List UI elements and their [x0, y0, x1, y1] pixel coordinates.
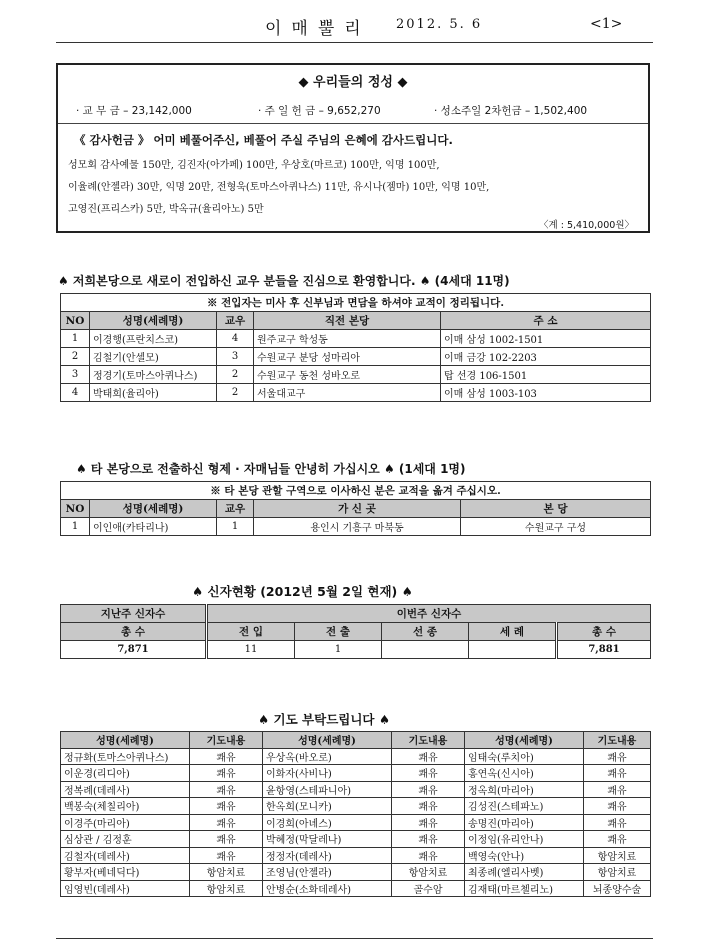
cell-request: 항암치료 [190, 880, 263, 897]
stats-col-transfer-in: 전 입 [207, 623, 295, 641]
stats-table [60, 604, 651, 659]
stats-title: ♠ 신자현황 (2012년 5월 2일 현재) ♠ [192, 584, 413, 599]
cell-request: 항암치료 [584, 864, 651, 881]
col-request: 기도내용 [392, 732, 465, 749]
cell-name: 정경기(토마스아퀴나스) [90, 366, 217, 384]
cell-name: 한옥희(모니카) [263, 798, 392, 815]
cell-request: 쾌유 [584, 765, 651, 782]
col-no: NO [61, 500, 90, 518]
prayer-table [60, 731, 651, 897]
stats-transfer-out: 1 [295, 641, 382, 659]
cell-name: 이화자(사비나) [263, 765, 392, 782]
cell-request: 쾌유 [584, 781, 651, 798]
transfers-title: ♠ 타 본당으로 전출하신 형제 · 자매님들 안녕히 가십시오 ♠ (1세대 1명) [76, 462, 466, 476]
table-row [61, 765, 651, 782]
offering-item-sunday: · 주 일 헌 금 – 9,652,270 [258, 105, 381, 117]
col-request: 기도내용 [584, 732, 651, 749]
table-row [61, 748, 651, 765]
cell-request: 쾌유 [190, 765, 263, 782]
cell-name: 이운경(리디아) [61, 765, 190, 782]
table-row [61, 384, 651, 402]
cell-name: 안병순(소화데레사) [263, 880, 392, 897]
cell-name: 송명진(마리아) [465, 814, 584, 831]
cell-request: 쾌유 [584, 814, 651, 831]
offering-title: ◆ 우리들의 정성 ◆ [298, 75, 408, 90]
footer-divider [56, 938, 653, 939]
stats-baptism [469, 641, 557, 659]
cell-name: 정정자(데레사) [263, 847, 392, 864]
page-number: <1> [590, 16, 623, 32]
newcomers-note: ※ 전입자는 미사 후 신부님과 면담을 하셔야 교적이 정리됩니다. [61, 294, 651, 312]
col-name: 성명(세례명) [90, 312, 217, 330]
col-name: 성명(세례명) [61, 732, 190, 749]
cell-request: 쾌유 [190, 781, 263, 798]
cell-request: 뇌종양수술 [584, 880, 651, 897]
prayer-title: ♠ 기도 부탁드립니다 ♠ [258, 712, 391, 727]
stats-col-baptism: 세 례 [469, 623, 557, 641]
table-row [61, 330, 651, 348]
newcomers-table [60, 293, 651, 402]
cell-name: 김철자(데레사) [61, 847, 190, 864]
table-row [61, 814, 651, 831]
cell-request: 항암치료 [584, 847, 651, 864]
cell-name: 이경주(마리아) [61, 814, 190, 831]
cell-name: 백봉숙(체칠리아) [61, 798, 190, 815]
cell-request: 쾌유 [190, 814, 263, 831]
cell-request: 쾌유 [190, 798, 263, 815]
offering-divider [58, 123, 648, 124]
cell-no: 1 [61, 330, 90, 348]
col-name: 성명(세례명) [90, 500, 217, 518]
bulletin-date: 2012. 5. 6 [396, 17, 483, 32]
table-row [61, 518, 651, 536]
cell-request: 쾌유 [584, 748, 651, 765]
cell-name: 이경희(아녜스) [263, 814, 392, 831]
bulletin-title: 이매뿔리 [265, 19, 371, 39]
table-row [61, 831, 651, 848]
cell-name: 이경행(프란치스코) [90, 330, 217, 348]
cell-name: 박태희(율리아) [90, 384, 217, 402]
offering-item-tithe: · 교 무 금 – 23,142,000 [76, 105, 192, 117]
cell-name: 김철기(안셀모) [90, 348, 217, 366]
offering-box [56, 63, 650, 233]
cell-name: 심상관 / 김정훈 [61, 831, 190, 848]
cell-name: 이인애(카타리나) [90, 518, 217, 536]
cell-no: 1 [61, 518, 90, 536]
cell-request: 골수암 [392, 880, 465, 897]
col-count: 교우 [217, 500, 254, 518]
cell-request: 항암치료 [392, 864, 465, 881]
thanks-heading: 《 감사헌금 》 어미 베풀어주신, 베풀어 주실 주님의 은혜에 감사드립니다. [74, 133, 453, 147]
col-request: 기도내용 [190, 732, 263, 749]
cell-name: 정복례(데레사) [61, 781, 190, 798]
cell-request: 쾌유 [190, 748, 263, 765]
cell-request: 쾌유 [392, 748, 465, 765]
thanks-line: 성모회 감사예물 150만, 김진자(아가페) 100만, 우상호(마르코) 100만, 익명 100만, [68, 160, 440, 171]
cell-address: 이매 삼성 1002-1501 [441, 330, 651, 348]
col-prev-parish: 직전 본당 [254, 312, 441, 330]
cell-count: 2 [217, 366, 254, 384]
cell-address: 이매 삼성 1003-103 [441, 384, 651, 402]
cell-request: 항암치료 [190, 864, 263, 881]
cell-name: 백영숙(안나) [465, 847, 584, 864]
cell-prev-parish: 수원교구 분당 성마리아 [254, 348, 441, 366]
col-no: NO [61, 312, 90, 330]
cell-address: 탑 선경 106-1501 [441, 366, 651, 384]
cell-name: 홍연옥(신시아) [465, 765, 584, 782]
cell-prev-parish: 수원교구 동천 성바오로 [254, 366, 441, 384]
col-name: 성명(세례명) [263, 732, 392, 749]
stats-last-week: 지난주 신자수 [61, 605, 207, 623]
cell-address: 이매 금강 102-2203 [441, 348, 651, 366]
col-address: 주 소 [441, 312, 651, 330]
cell-parish: 수원교구 구성 [461, 518, 651, 536]
table-row [61, 348, 651, 366]
table-header-row [61, 500, 651, 518]
stats-transfer-in: 11 [207, 641, 295, 659]
newcomers-title: ♠ 저희본당으로 새로이 전입하신 교우 분들을 진심으로 환영합니다. ♠ (4세대 11명) [58, 274, 510, 288]
cell-request: 쾌유 [392, 765, 465, 782]
stats-col-death: 선 종 [382, 623, 469, 641]
table-row [61, 864, 651, 881]
cell-no: 3 [61, 366, 90, 384]
cell-name: 조영님(안젤라) [263, 864, 392, 881]
col-parish: 본 당 [461, 500, 651, 518]
cell-request: 쾌유 [190, 831, 263, 848]
cell-count: 1 [217, 518, 254, 536]
col-destination: 가 신 곳 [254, 500, 461, 518]
cell-prev-parish: 원주교구 학성동 [254, 330, 441, 348]
transfers-note: ※ 타 본당 관할 구역으로 이사하신 분은 교적을 옮겨 주십시오. [61, 482, 651, 500]
header-divider [56, 42, 653, 43]
thanks-line: 이율례(안젤라) 30만, 익명 20만, 전형욱(토마스아퀴나스) 11만, 유시나(젬마) 10만, 익명 10만, [68, 182, 490, 193]
table-row [61, 366, 651, 384]
col-count: 교우 [217, 312, 254, 330]
cell-name: 우상옥(바오로) [263, 748, 392, 765]
cell-name: 박혜정(막달레나) [263, 831, 392, 848]
col-name: 성명(세례명) [465, 732, 584, 749]
cell-name: 이정임(유리안나) [465, 831, 584, 848]
cell-no: 2 [61, 348, 90, 366]
cell-name: 정옥희(마리아) [465, 781, 584, 798]
cell-request: 쾌유 [392, 781, 465, 798]
table-row [61, 781, 651, 798]
cell-request: 쾌유 [392, 847, 465, 864]
transfers-table [60, 481, 651, 536]
cell-name: 정규화(토마스아퀴나스) [61, 748, 190, 765]
thanks-total: 〈계 : 5,410,000원〉 [539, 220, 634, 231]
cell-request: 쾌유 [190, 847, 263, 864]
cell-name: 김성진(스테파노) [465, 798, 584, 815]
cell-name: 윤항영(스테파니아) [263, 781, 392, 798]
stats-death [382, 641, 469, 659]
cell-name: 임영빈(데레사) [61, 880, 190, 897]
stats-this-week: 이번주 신자수 [207, 605, 651, 623]
thanks-line: 고영진(프리스카) 5만, 박옥규(율리아노) 5만 [68, 204, 264, 215]
cell-name: 임태숙(루치아) [465, 748, 584, 765]
table-row [61, 847, 651, 864]
cell-count: 4 [217, 330, 254, 348]
cell-name: 김재태(마르첼리노) [465, 880, 584, 897]
stats-prev-total-label: 총 수 [61, 623, 207, 641]
cell-request: 쾌유 [392, 831, 465, 848]
stats-new-total-label: 총 수 [557, 623, 651, 641]
table-header-row [61, 312, 651, 330]
thanks-list [68, 155, 638, 221]
cell-request: 쾌유 [584, 831, 651, 848]
stats-new-total: 7,881 [557, 641, 651, 659]
cell-no: 4 [61, 384, 90, 402]
offering-item-second: · 성소주일 2차헌금 – 1,502,400 [434, 105, 588, 117]
table-row [61, 798, 651, 815]
cell-request: 쾌유 [392, 798, 465, 815]
cell-destination: 용인시 기흥구 마북동 [254, 518, 461, 536]
stats-col-transfer-out: 전 출 [295, 623, 382, 641]
cell-request: 쾌유 [584, 798, 651, 815]
cell-name: 황부자(베네딕다) [61, 864, 190, 881]
cell-name: 최종례(엘리사벳) [465, 864, 584, 881]
cell-count: 3 [217, 348, 254, 366]
cell-prev-parish: 서울대교구 [254, 384, 441, 402]
table-row [61, 880, 651, 897]
cell-count: 2 [217, 384, 254, 402]
cell-request: 쾌유 [392, 814, 465, 831]
table-header-row [61, 732, 651, 749]
stats-prev-total: 7,871 [61, 641, 207, 659]
